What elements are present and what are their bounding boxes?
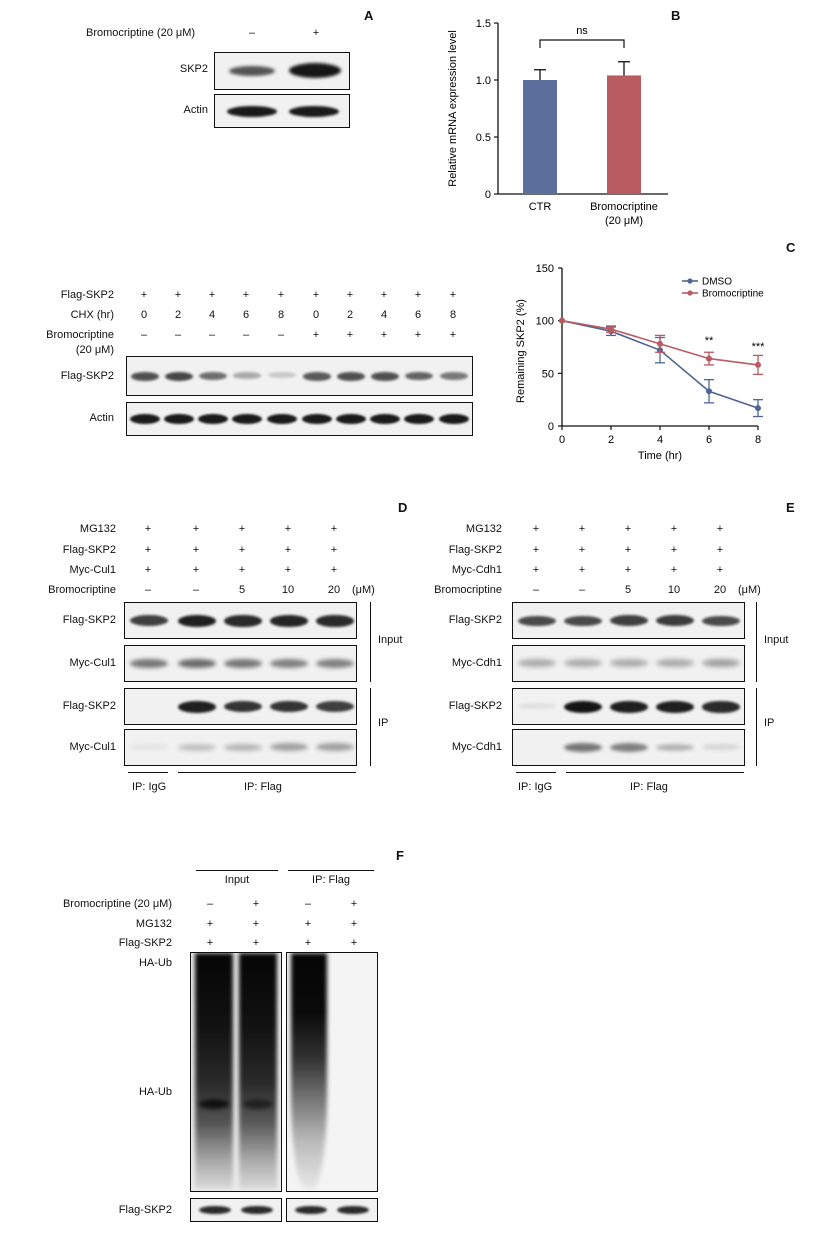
legend-label: DMSO [702,276,732,288]
row-label-skp2: SKP2 [179,63,208,75]
blot-band [270,615,308,627]
blot-band [130,414,160,424]
blot-d-input-flag-skp2 [124,602,357,639]
condition-value: + [242,289,250,301]
blot-band [164,414,194,424]
row-label: Myc-Cdh1 [451,657,502,669]
treatment-label: Bromocriptine (20 μM) [86,27,196,39]
input-bracket-label: Input [764,634,789,646]
blot-band [130,659,168,668]
condition-value: + [449,329,457,341]
data-point [657,341,663,347]
condition-label: Bromocriptine [46,329,114,341]
data-point [755,405,761,411]
condition-value: + [414,329,422,341]
blot-band [178,615,216,627]
blot-band [224,615,262,626]
condition-value: 6 [414,309,422,321]
condition-value: 4 [208,309,216,321]
condition-value: – [174,329,182,341]
row-label-flag-skp2: Flag-SKP2 [118,1204,172,1216]
concentration-label: (20 μM) [75,344,114,356]
blot-band [268,372,296,378]
x-axis-label: Time (hr) [637,450,683,462]
condition-label: Flag-SKP2 [118,937,172,949]
ip-flag-label: IP: Flag [244,781,282,793]
row-label-actin: Actin [89,412,114,424]
blot-band [702,701,740,712]
blot-band [405,372,433,380]
y-tick-label: 0 [484,189,491,201]
blot-band [518,659,556,667]
row-label: Flag-SKP2 [62,614,116,626]
blot-band [316,743,354,751]
condition-value: + [284,544,292,556]
blot-band [224,659,262,668]
blot-d-ip-myc-cul1 [124,729,357,766]
blot-c-actin [126,402,473,436]
condition-value: 0 [312,309,320,321]
condition-value: + [716,544,724,556]
blot-band [178,659,216,669]
condition-value: + [330,523,338,535]
condition-value: + [284,523,292,535]
blot-e-ip-myc-cdh1 [512,729,745,766]
condition-value: + [346,329,354,341]
blot-band [564,701,602,713]
condition-value: + [449,289,457,301]
blot-f-input-flag-skp2 [190,1198,282,1222]
condition-value: + [578,544,586,556]
blot-band [131,372,159,381]
condition-value: + [578,564,586,576]
panel-label-e: E [786,500,795,515]
blot-a-skp2 [214,52,350,90]
blot-band [336,414,366,424]
condition-value: + [144,544,152,556]
condition-value: + [350,918,358,930]
condition-value: + [238,544,246,556]
condition-value: + [192,544,200,556]
condition-value: – [208,329,216,341]
blot-band [267,414,297,424]
data-point [755,362,761,368]
condition-value: + [532,523,540,535]
blot-band [232,414,262,424]
x-tick-label: 2 [607,434,615,446]
condition-label: HA-Ub [138,957,172,969]
y-tick-label: 50 [541,368,554,381]
blot-f-ip-ha-ub [286,952,378,1192]
blot-band [518,703,556,709]
row-label-flag-skp2: Flag-SKP2 [60,370,114,382]
condition-value: + [140,289,148,301]
sign-minus: – [248,27,256,39]
condition-value: + [670,544,678,556]
condition-value: + [670,564,678,576]
blot-band [130,615,168,626]
blot-band [610,701,648,713]
condition-label: Flag-SKP2 [448,544,502,556]
blot-band [564,616,602,627]
condition-value: 2 [346,309,354,321]
blot-d-ip-flag-skp2 [124,688,357,725]
row-label: Flag-SKP2 [448,614,502,626]
condition-value: + [532,544,540,556]
condition-value: + [206,937,214,949]
condition-label: MG132 [135,918,172,930]
significance-label: *** [751,341,765,354]
y-tick-label: 1.0 [475,75,491,87]
data-point [706,388,712,394]
row-label: Myc-Cul1 [69,657,116,669]
blot-band [564,659,602,667]
bar [607,75,641,194]
blot-band [371,372,399,381]
blot-e-input-flag-skp2 [512,602,745,639]
blot-band [337,372,365,381]
row-label-ha-ub: HA-Ub [138,1086,172,1098]
condition-value: + [304,937,312,949]
condition-value: + [330,544,338,556]
condition-value: + [624,564,632,576]
condition-label: Flag-SKP2 [62,544,116,556]
row-label: Myc-Cdh1 [451,741,502,753]
blot-d-input-myc-cul1 [124,645,357,682]
blot-c-flag-skp2 [126,356,473,396]
group-ip-label: IP: Flag [312,874,350,886]
input-bracket-label: Input [378,634,403,646]
y-axis-label: Relative mRNA expression level [447,30,459,187]
condition-value: + [716,564,724,576]
condition-value: + [624,523,632,535]
row-label: Myc-Cul1 [69,741,116,753]
condition-value: + [670,523,678,535]
condition-value: + [238,523,246,535]
blot-band [656,659,694,667]
blot-band [439,414,469,424]
blot-band [233,372,261,379]
condition-value: + [578,523,586,535]
condition-value: 4 [380,309,388,321]
condition-value: + [350,937,358,949]
x-tick-label: 8 [754,434,762,446]
blot-e-ip-flag-skp2 [512,688,745,725]
x-tick-label: CTR [528,201,552,213]
x-tick-label: 4 [656,434,664,446]
condition-label: Bromocriptine (20 μM) [62,898,172,910]
condition-value: 20 [713,584,727,596]
blot-band [178,744,216,751]
group-input-label: Input [224,874,250,886]
blot-band [316,701,354,712]
legend-label: Bromocriptine [702,288,764,300]
blot-band [303,372,331,381]
condition-value: – [304,898,312,910]
blot-band [178,701,216,713]
blot-band [198,414,228,424]
condition-value: + [284,564,292,576]
condition-value: 6 [242,309,250,321]
blot-band [370,414,400,424]
condition-value: 5 [624,584,632,596]
blot-e-input-myc-cdh1 [512,645,745,682]
condition-value: – [144,584,152,596]
data-point [706,356,712,362]
condition-value: + [277,289,285,301]
condition-value: + [238,564,246,576]
condition-label: Myc-Cul1 [69,564,116,576]
blot-band [564,743,602,752]
condition-value: 0 [140,309,148,321]
condition-label: Flag-SKP2 [60,289,114,301]
panel-label-c: C [786,240,796,255]
blot-band [518,616,556,627]
blot-band [130,744,168,750]
condition-value: – [192,584,200,596]
condition-value: + [144,523,152,535]
bar [523,80,557,194]
condition-value: + [208,289,216,301]
condition-value: + [414,289,422,301]
condition-value: + [206,918,214,930]
panel-label-f: F [396,848,404,863]
ip-bracket-label: IP [764,717,775,729]
unit-label: (μM) [352,584,375,596]
blot-band [656,744,694,752]
blot-band [702,744,740,751]
condition-value: + [174,289,182,301]
blot-band [610,659,648,667]
condition-value: + [380,329,388,341]
condition-label: MG132 [79,523,116,535]
condition-value: + [252,898,260,910]
condition-value: + [532,564,540,576]
condition-value: + [312,289,320,301]
blot-band [270,659,308,668]
blot-band [270,701,308,712]
condition-value: + [350,898,358,910]
condition-value: + [716,523,724,535]
blot-band [440,372,468,380]
condition-value: + [346,289,354,301]
row-label: Flag-SKP2 [448,700,502,712]
blot-band [224,744,262,752]
condition-value: 20 [327,584,341,596]
condition-value: 8 [449,309,457,321]
ip-igg-label: IP: IgG [132,781,167,793]
y-tick-label: 0 [547,421,554,433]
condition-value: 10 [281,584,295,596]
blot-band [702,616,740,627]
blot-band [656,615,694,626]
row-label-actin: Actin [183,104,208,116]
ip-bracket-label: IP [378,717,389,729]
y-tick-label: 150 [535,263,554,275]
x-tick-label: 6 [705,434,713,446]
legend-marker [687,290,692,295]
condition-value: + [380,289,388,301]
condition-value: – [140,329,148,341]
condition-value: + [330,564,338,576]
row-label: Flag-SKP2 [62,700,116,712]
blot-band [702,659,740,667]
y-axis-label: Remaining SKP2 (%) [515,299,527,403]
blot-band [610,743,648,752]
condition-value: + [312,329,320,341]
blot-band [610,615,648,626]
y-tick-label: 1.5 [475,18,491,30]
unit-label: (μM) [738,584,761,596]
blot-band [224,701,262,712]
condition-value: 8 [277,309,285,321]
significance-label: ns [576,25,588,37]
panel-label-a: A [364,8,374,23]
blot-band [199,372,227,380]
condition-label: Bromocriptine [48,584,116,596]
blot-band [302,414,332,424]
condition-value: + [252,918,260,930]
condition-value: + [192,523,200,535]
significance-label: ** [704,334,714,347]
y-tick-label: 100 [535,315,554,328]
blot-band [316,615,354,626]
condition-value: – [277,329,285,341]
significance-bracket [540,40,624,48]
blot-band [270,743,308,751]
series-line [562,321,758,408]
ip-igg-label: IP: IgG [518,781,553,793]
x-tick-label: Bromocriptine (20 μM) [590,201,658,227]
condition-label: Bromocriptine [434,584,502,596]
blot-band [656,701,694,713]
condition-value: – [206,898,214,910]
condition-value: – [242,329,250,341]
chart-b [440,10,680,240]
condition-label: CHX (hr) [70,309,114,321]
blot-band [165,372,193,381]
condition-value: 10 [667,584,681,596]
condition-value: + [624,544,632,556]
x-tick-label: 0 [558,434,566,446]
condition-value: + [192,564,200,576]
condition-value: + [304,918,312,930]
blot-f-ip-flag-skp2 [286,1198,378,1222]
condition-value: 2 [174,309,182,321]
data-point [559,318,565,324]
legend-marker [687,278,692,283]
condition-value: + [144,564,152,576]
condition-label: Myc-Cdh1 [451,564,502,576]
blot-band [404,414,434,424]
blot-f-input-ha-ub [190,952,282,1192]
y-tick-label: 0.5 [475,132,491,144]
sign-plus: + [312,27,320,39]
condition-label: MG132 [465,523,502,535]
ip-flag-label: IP: Flag [630,781,668,793]
condition-value: – [578,584,586,596]
panel-label-d: D [398,500,408,515]
condition-value: 5 [238,584,246,596]
panel-label-b: B [671,8,681,23]
chart-c [510,258,810,480]
blot-a-actin [214,94,350,128]
condition-value: + [252,937,260,949]
blot-band [316,659,354,668]
condition-value: – [532,584,540,596]
data-point [608,326,614,332]
